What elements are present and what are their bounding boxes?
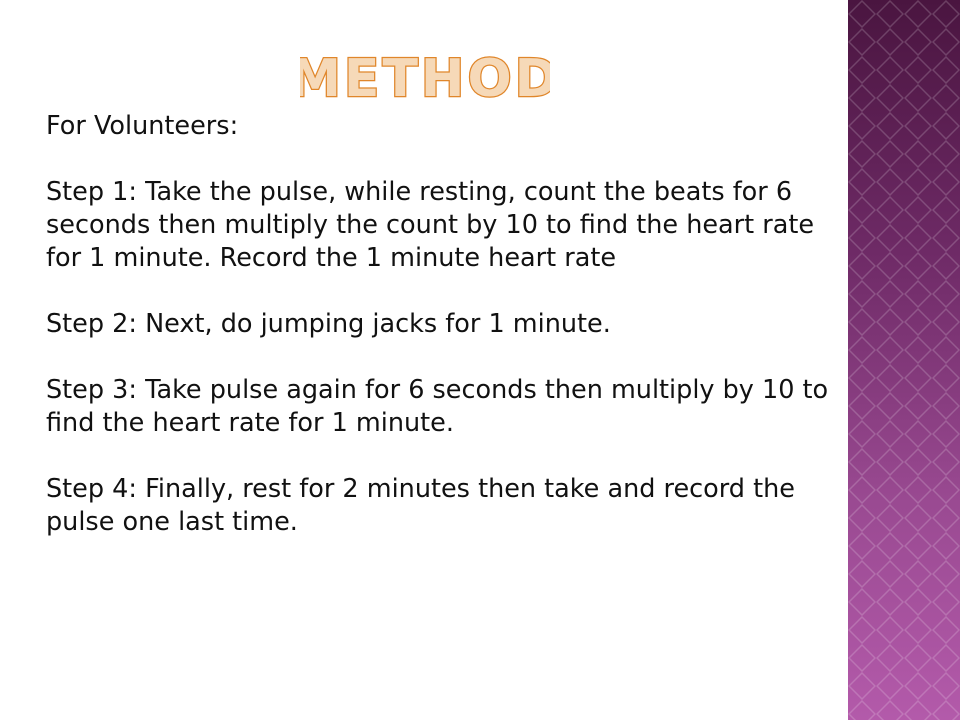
step-4: Step 4: Finally, rest for 2 minutes then take and record the pulse one last time. (46, 474, 795, 537)
diamond-pattern (848, 0, 960, 720)
step-3: Step 3: Take pulse again for 6 seconds then multiply by 10 to find the heart rate for 1 minute. (46, 375, 829, 438)
slide-title (300, 42, 550, 112)
method-content (46, 110, 836, 572)
step-2: Step 2: Next, do jumping jacks for 1 minute. (46, 309, 611, 339)
step-1: Step 1: Take the pulse, while resting, count the beats for 6 seconds then multiply the count by 10 to find the heart rate for 1 minute. Record the 1 minute heart rate (46, 177, 815, 273)
slide-title-text: METHOD (300, 49, 550, 109)
volunteers-heading: For Volunteers: (46, 111, 239, 141)
decorative-side-band (848, 0, 960, 720)
